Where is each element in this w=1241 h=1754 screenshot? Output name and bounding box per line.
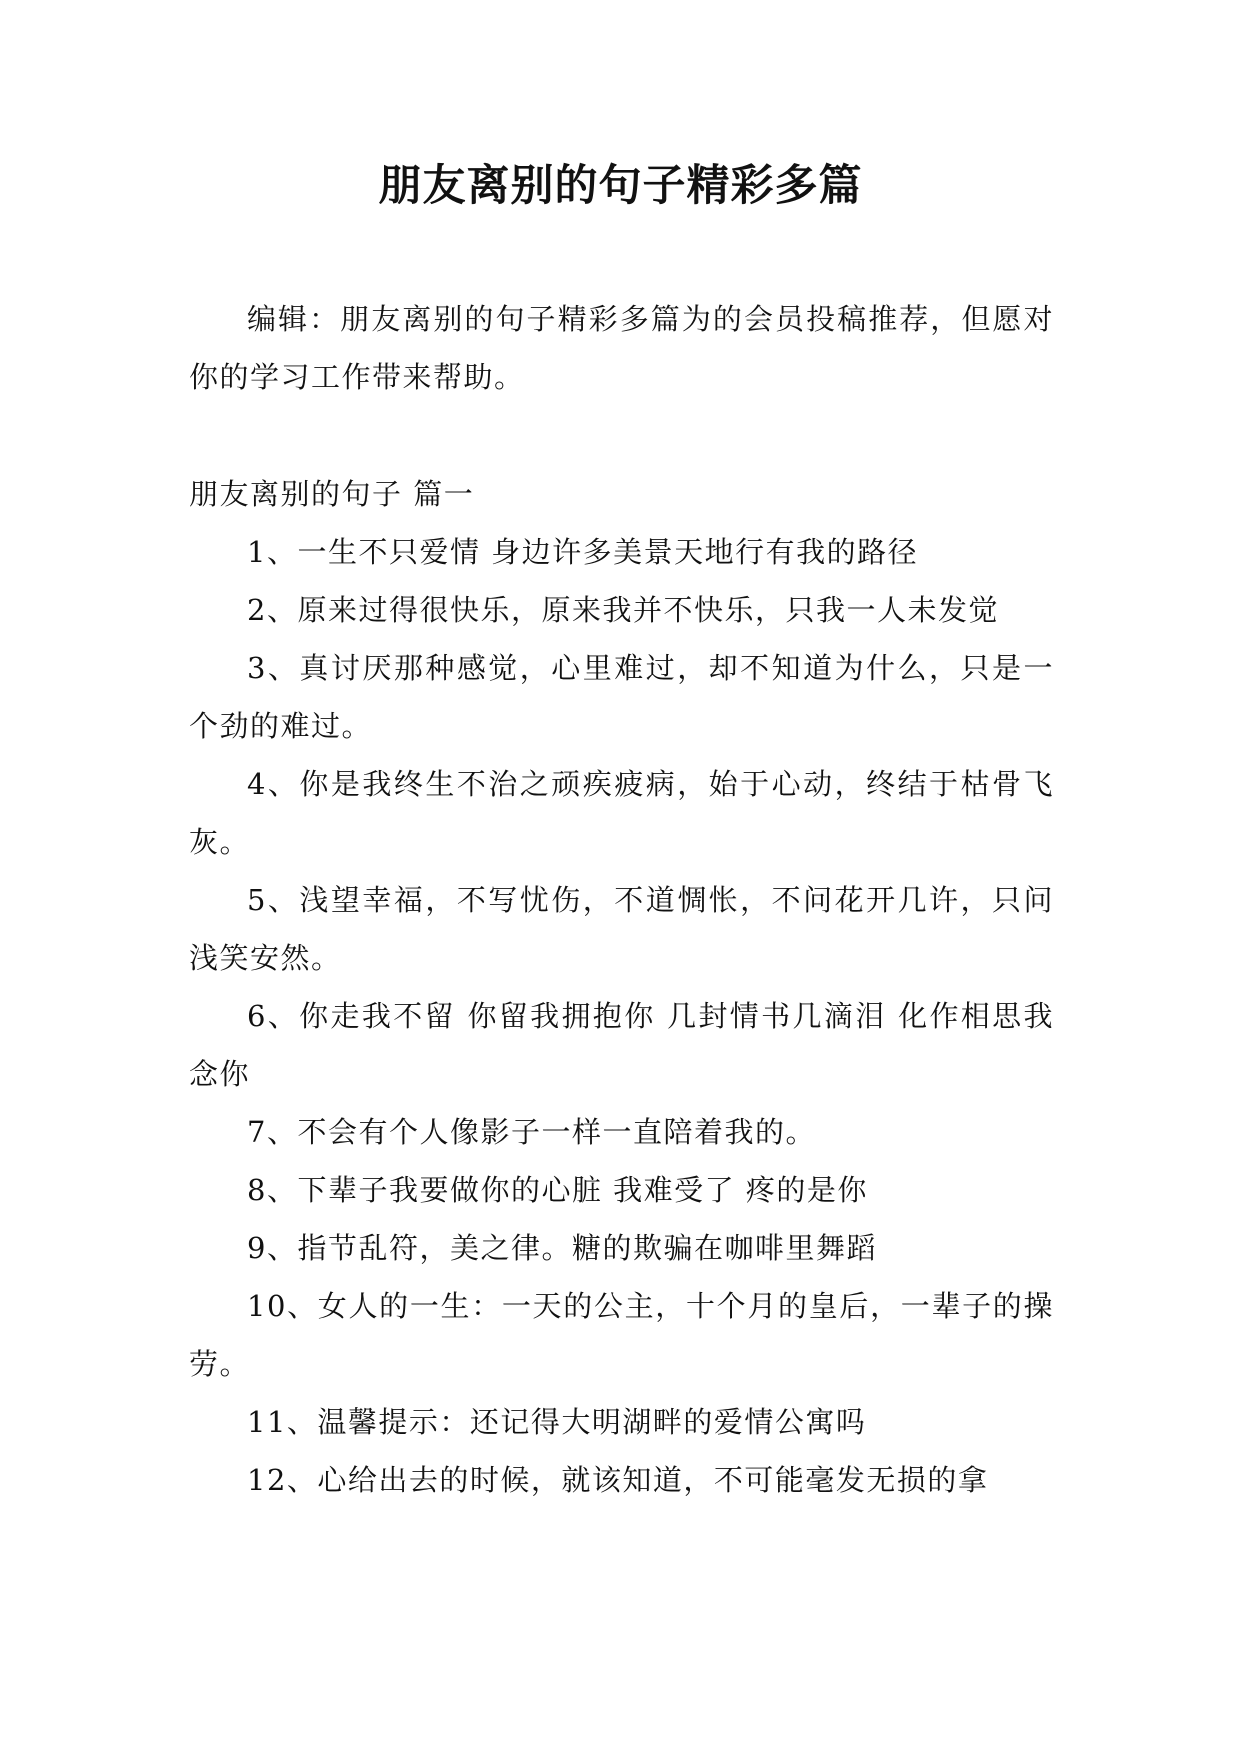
list-item: 1、一生不只爱情 身边许多美景天地行有我的路径 (247, 535, 919, 569)
list-item: 8、下辈子我要做你的心脏 我难受了 疼的是你 (247, 1173, 868, 1207)
list-item: 11、温馨提示：还记得大明湖畔的爱情公寓吗 (247, 1405, 867, 1439)
document-title: 朋友离别的句子精彩多篇 (378, 161, 863, 211)
list-item: 3、真讨厌那种感觉，心里难过，却不知道为什么，只是一个劲的难过。 (189, 651, 1054, 743)
intro-paragraph: 编辑：朋友离别的句子精彩多篇为的会员投稿推荐，但愿对你的学习工作带来帮助。 (189, 302, 1054, 394)
list-item: 2、原来过得很快乐，原来我并不快乐，只我一人未发觉 (247, 593, 999, 627)
list-item: 6、你走我不留 你留我拥抱你 几封情书几滴泪 化作相思我念你 (189, 999, 1054, 1091)
list-item: 5、浅望幸福，不写忧伤，不道惆怅，不问花开几许，只问浅笑安然。 (189, 883, 1054, 975)
list-item: 12、心给出去的时候，就该知道，不可能毫发无损的拿 (247, 1463, 989, 1497)
list-item: 9、指节乱符，美之律。糖的欺骗在咖啡里舞蹈 (247, 1231, 877, 1265)
list-item: 10、女人的一生：一天的公主，十个月的皇后，一辈子的操劳。 (189, 1289, 1054, 1381)
document-body (189, 290, 1054, 1509)
list-item: 7、不会有个人像影子一样一直陪着我的。 (247, 1115, 816, 1149)
list-item: 4、你是我终生不治之顽疾疲病，始于心动，终结于枯骨飞灰。 (189, 767, 1054, 859)
section-heading: 朋友离别的句子 篇一 (189, 477, 475, 511)
